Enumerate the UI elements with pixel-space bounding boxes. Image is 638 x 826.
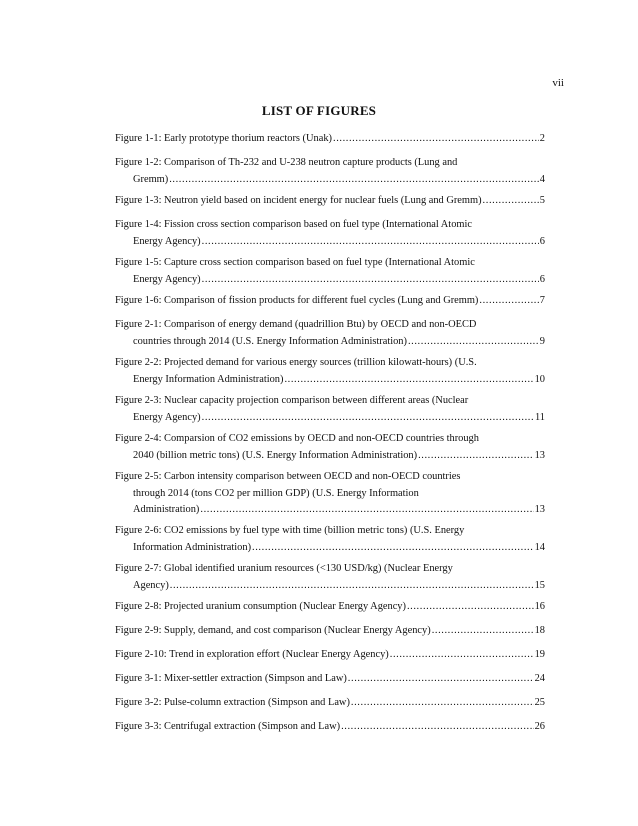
figure-entry xyxy=(115,695,545,712)
dot-leader xyxy=(341,719,534,736)
figure-caption-line: Figure 1-5: Capture cross section comparison based on fuel type (International Atomic xyxy=(115,257,475,268)
figure-caption-line: Energy Agency) xyxy=(133,273,201,285)
figure-page-number: 10 xyxy=(534,373,545,385)
figure-page-number: 7 xyxy=(539,295,545,306)
figure-caption-line: Figure 1-2: Comparison of Th-232 and U-238 neutron capture products (Lung and xyxy=(115,157,458,168)
figure-caption-line: Figure 1-4: Fission cross section comparison based on fuel type (International Atomic xyxy=(115,219,472,230)
figure-caption-line: Figure 2-5: Carbon intensity comparison between OECD and non-OECD countries xyxy=(115,471,461,482)
dot-leader xyxy=(351,695,534,712)
dot-leader xyxy=(348,671,534,688)
figure-page-number: 5 xyxy=(539,195,545,206)
figure-entry xyxy=(115,293,545,310)
figure-page-number: 4 xyxy=(539,173,545,185)
figure-caption-line: Agency) xyxy=(133,579,169,591)
figure-caption-line: Figure 1-3: Neutron yield based on incident energy for nuclear fuels (Lung and Gremm) xyxy=(115,195,482,206)
figure-entry xyxy=(115,671,545,688)
figure-caption-line: Figure 1-1: Early prototype thorium reactors (Unak) xyxy=(115,133,332,144)
figure-caption-line: Figure 3-2: Pulse-column extraction (Simpson and Law) xyxy=(115,697,350,708)
figure-page-number: 6 xyxy=(539,273,545,285)
dot-leader xyxy=(252,540,534,557)
figure-caption-line: Figure 3-3: Centrifugal extraction (Simpson and Law) xyxy=(115,721,341,732)
figure-entry xyxy=(115,623,545,640)
figure-caption-line: Figure 2-9: Supply, demand, and cost comparison (Nuclear Energy Agency) xyxy=(115,625,431,636)
dot-leader xyxy=(202,272,539,289)
figure-page-number: 18 xyxy=(534,625,545,636)
figure-page-number: 25 xyxy=(534,697,545,708)
figure-entry xyxy=(115,523,545,556)
dot-leader xyxy=(333,131,539,148)
figure-entry xyxy=(115,255,545,288)
dot-leader xyxy=(169,172,539,189)
figure-caption-line: Information Administration) xyxy=(133,541,252,553)
figure-caption-line: Energy Information Administration) xyxy=(133,373,284,385)
figure-page-number: 11 xyxy=(534,411,545,423)
dot-leader xyxy=(170,578,534,595)
figure-entry xyxy=(115,599,545,616)
figure-entry xyxy=(115,393,545,426)
dot-leader xyxy=(432,623,534,640)
dot-leader xyxy=(408,334,539,351)
figure-entry xyxy=(115,131,545,148)
figure-page-number: 24 xyxy=(534,673,545,684)
figure-page-number: 16 xyxy=(534,601,545,612)
figure-caption-line: Figure 1-6: Comparison of fission products for different fuel cycles (Lung and Gremm) xyxy=(115,295,479,306)
figure-page-number: 19 xyxy=(534,649,545,660)
figure-page-number: 2 xyxy=(539,133,545,144)
dot-leader xyxy=(483,193,539,210)
figure-entry xyxy=(115,719,545,736)
dot-leader xyxy=(200,502,533,519)
figure-caption-line: Figure 2-3: Nuclear capacity projection comparison between different areas (Nuclear xyxy=(115,395,469,406)
figure-caption-line: Energy Agency) xyxy=(133,411,201,423)
figure-caption-line: Administration) xyxy=(133,504,200,515)
figure-caption-line: 2040 (billion metric tons) (U.S. Energy Information Administration) xyxy=(133,449,418,461)
page-number: vii xyxy=(552,77,564,89)
dot-leader xyxy=(390,647,534,664)
figure-entry xyxy=(115,155,545,188)
figure-caption-line: Figure 2-1: Comparison of energy demand (quadrillion Btu) by OECD and non-OECD xyxy=(115,319,477,330)
figure-entry xyxy=(115,355,545,388)
figure-caption-line: Figure 3-1: Mixer-settler extraction (Simpson and Law) xyxy=(115,673,347,684)
figure-entry xyxy=(115,561,545,594)
figure-entry xyxy=(115,431,545,464)
dot-leader xyxy=(202,410,534,427)
dot-leader xyxy=(418,448,534,465)
page-title: LIST OF FIGURES xyxy=(261,103,377,118)
figure-page-number: 15 xyxy=(534,579,545,591)
dot-leader xyxy=(479,293,538,310)
figure-caption-line: Figure 2-4: Comparsion of CO2 emissions by OECD and non-OECD countries through xyxy=(115,433,479,444)
figure-caption-line: Figure 2-8: Projected uranium consumption (Nuclear Energy Agency) xyxy=(115,601,406,612)
dot-leader xyxy=(202,234,539,251)
figure-page-number: 13 xyxy=(534,449,545,461)
figure-entry xyxy=(115,217,545,250)
figure-entry xyxy=(115,317,545,350)
figure-entry xyxy=(115,647,545,664)
dot-leader xyxy=(284,372,533,389)
figure-entry xyxy=(115,193,545,210)
figure-caption-line: Figure 2-6: CO2 emissions by fuel type with time (billion metric tons) (U.S. Energy xyxy=(115,525,465,536)
figure-page-number: 13 xyxy=(534,504,545,515)
figure-caption-line: Figure 2-2: Projected demand for various energy sources (trillion kilowatt-hours) (U.S. xyxy=(115,357,477,368)
figure-page-number: 26 xyxy=(534,721,545,732)
figure-page-number: 6 xyxy=(539,235,545,247)
figure-caption-line: Figure 2-10: Trend in exploration effort (Nuclear Energy Agency) xyxy=(115,649,389,660)
figure-caption-line: Figure 2-7: Global identified uranium resources (<130 USD/kg) (Nuclear Energy xyxy=(115,563,453,574)
figure-page-number: 9 xyxy=(539,335,545,347)
figure-entry xyxy=(115,469,545,519)
figure-caption-line: Energy Agency) xyxy=(133,235,201,247)
dot-leader xyxy=(407,599,534,616)
figure-caption-line: through 2014 (tons CO2 per million GDP) (U.S. Energy Information xyxy=(133,487,419,499)
figure-page-number: 14 xyxy=(534,541,545,553)
figure-caption-line: Gremm) xyxy=(133,173,169,185)
figure-caption-line: countries through 2014 (U.S. Energy Information Administration) xyxy=(133,335,407,347)
